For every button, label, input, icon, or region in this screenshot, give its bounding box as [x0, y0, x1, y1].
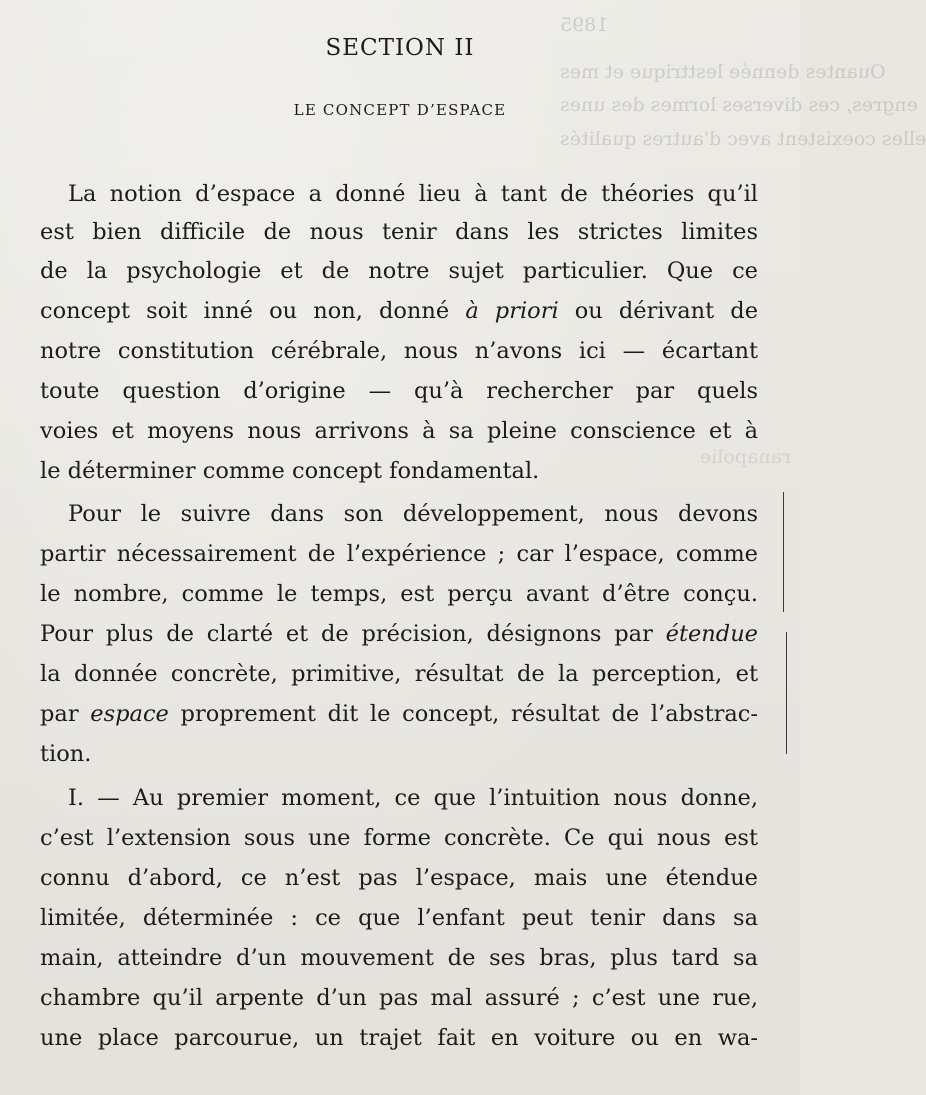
show-through-text: 1895 — [560, 14, 609, 36]
text-line: une place parcourue, un trajet fait en voiture ou en wa- — [40, 1025, 758, 1051]
text-line: voies et moyens nous arrivons à sa pleine conscience et à — [40, 418, 758, 444]
text-line — [40, 296, 758, 326]
italic-term: espace — [90, 701, 169, 727]
margin-pencil-mark — [783, 492, 784, 612]
text-segment: par — [40, 701, 91, 727]
text-line: c’est l’extension sous une forme concrète. Ce qui nous est — [40, 825, 758, 851]
text-line: Pour le suivre dans son développement, nous devons — [68, 501, 758, 527]
text-line: notre constitution cérébrale, nous n’avons ici — écartant — [40, 338, 758, 364]
show-through-text: Ouantes dennée lesttrique et mes — [560, 61, 886, 83]
text-line: La notion d’espace a donné lieu à tant de théories qu’il — [68, 181, 758, 207]
text-line: la donnée concrète, primitive, résultat de la perception, et — [40, 661, 758, 687]
italic-term: à priori — [465, 298, 559, 324]
text-line: chambre qu’il arpente d’un pas mal assuré ; c’est une rue, — [40, 985, 758, 1011]
text-segment: ou dérivant de — [558, 298, 759, 324]
text-line: limitée, déterminée : ce que l’enfant peut tenir dans sa — [40, 905, 758, 931]
text-line — [40, 619, 758, 649]
text-line: toute question d’origine — qu’à rechercher par quels — [40, 378, 758, 404]
margin-pencil-mark — [786, 632, 787, 754]
text-segment: Pour plus de clarté et de précision, désignons par — [40, 621, 666, 647]
text-line — [40, 699, 758, 729]
text-line: le nombre, comme le temps, est perçu avant d’être conçu. — [40, 581, 758, 607]
show-through-text: ranapolie — [700, 446, 791, 468]
text-line: tion. — [40, 741, 92, 767]
text-line: partir nécessairement de l’expérience ; car l’espace, comme — [40, 541, 758, 567]
text-segment: proprement dit le concept, résultat de l’abstrac- — [168, 701, 758, 727]
text-line: connu d’abord, ce n’est pas l’espace, mais une étendue — [40, 865, 758, 891]
italic-term: étendue — [665, 621, 758, 647]
text-line: le déterminer comme concept fondamental. — [40, 458, 540, 484]
text-line: main, atteindre d’un mouvement de ses bras, plus tard sa — [40, 945, 758, 971]
text-line: est bien difficile de nous tenir dans les strictes limites — [40, 219, 758, 245]
text-line: I. — Au premier moment, ce que l’intuition nous donne, — [68, 785, 758, 811]
show-through-text: elles coexistent avec d'autres qualités — [560, 128, 926, 150]
text-line: de la psychologie et de notre sujet particulier. Que ce — [40, 258, 758, 284]
show-through-text: engres, ces diverses lormes des unes — [560, 94, 918, 116]
text-segment: concept soit inné ou non, donné — [40, 298, 466, 324]
section-subtitle: LE CONCEPT D’ESPACE — [293, 101, 507, 119]
section-heading: SECTION II — [325, 35, 475, 61]
